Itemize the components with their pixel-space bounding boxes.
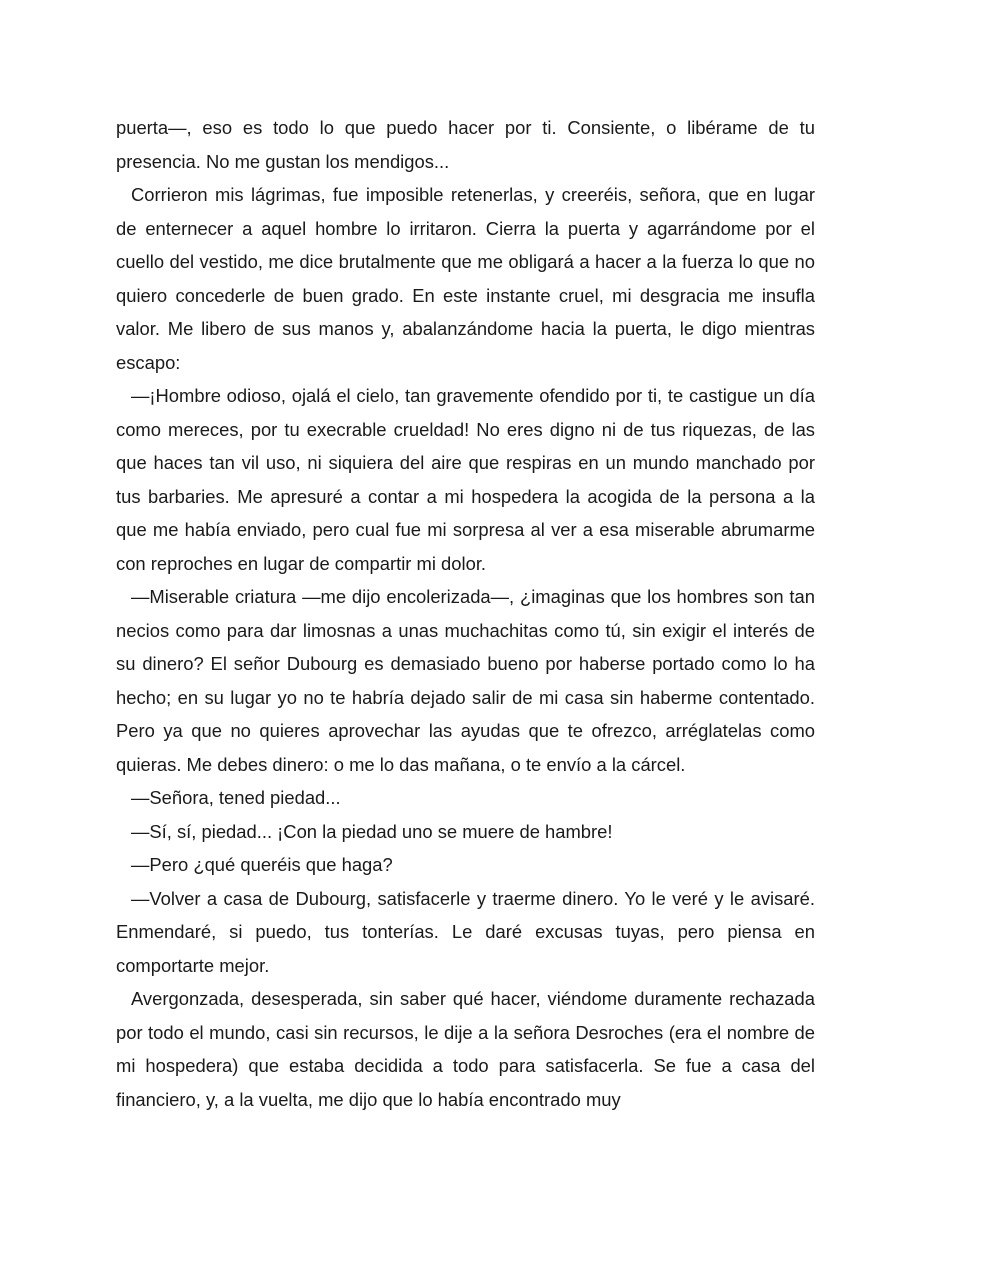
paragraph: —Volver a casa de Dubourg, satisfacerle y traerme dinero. Yo le veré y le avisaré. Enmendaré, si puedo, tus tonterías. Le daré excusas tuyas, pero piensa en comportarte mejor. (116, 887, 815, 976)
paragraph: —Sí, sí, piedad... ¡Con la piedad uno se muere de hambre! (131, 820, 613, 842)
paragraph: —¡Hombre odioso, ojalá el cielo, tan gravemente ofendido por ti, te castigue un día como mereces, por tu execrable crueldad! No eres digno ni de tus riquezas, de las que haces tan vil uso, ni siquiera del aire que respiras en un mundo manchado por tus barbaries. Me apresuré a contar a mi hospedera la acogida de la persona a la que me había enviado, pero cual fue mi sorpresa al ver a esa miserable abrumarme con reproches en lugar de compartir mi dolor. (116, 385, 815, 574)
paragraph: —Miserable criatura —me dijo encolerizada—, ¿imaginas que los hombres son tan necios como para dar limosnas a unas muchachitas como tú, sin exigir el interés de su dinero? El señor Dubourg es demasiado bueno por haberse portado como lo ha hecho; en su lugar yo no te habría dejado salir de mi casa sin haberme contentado. Pero ya que no quieres aprovechar las ayudas que te ofrezco, arréglatelas como quieras. Me debes dinero: o me lo das mañana, o te envío a la cárcel. (116, 586, 815, 775)
paragraph: Avergonzada, desesperada, sin saber qué hacer, viéndome duramente rechazada por todo el mundo, casi sin recursos, le dije a la señora Desroches (era el nombre de mi hospedera) que estaba decidida a todo para satisfacerla. Se fue a casa del financiero, y, a la vuelta, me dijo que lo había encontrado muy (116, 988, 815, 1110)
paragraph: Corrieron mis lágrimas, fue imposible retenerlas, y creeréis, señora, que en lugar de enternecer a aquel hombre lo irritaron. Cierra la puerta y agarrándome por el cuello del vestido, me dice brutalmente que me obligará a hacer a la fuerza lo que no quiero concederle de buen grado. En este instante cruel, mi desgracia me insufla valor. Me libero de sus manos y, abalanzándome hacia la puerta, le digo mientras escapo: (116, 184, 815, 373)
paragraph: —Pero ¿qué queréis que haga? (131, 854, 393, 875)
paragraph: —Señora, tened piedad... (131, 787, 341, 808)
document-page (116, 111, 815, 1116)
paragraph: puerta—, eso es todo lo que puedo hacer por ti. Consiente, o libérame de tu presencia. No me gustan los mendigos... (116, 117, 815, 172)
